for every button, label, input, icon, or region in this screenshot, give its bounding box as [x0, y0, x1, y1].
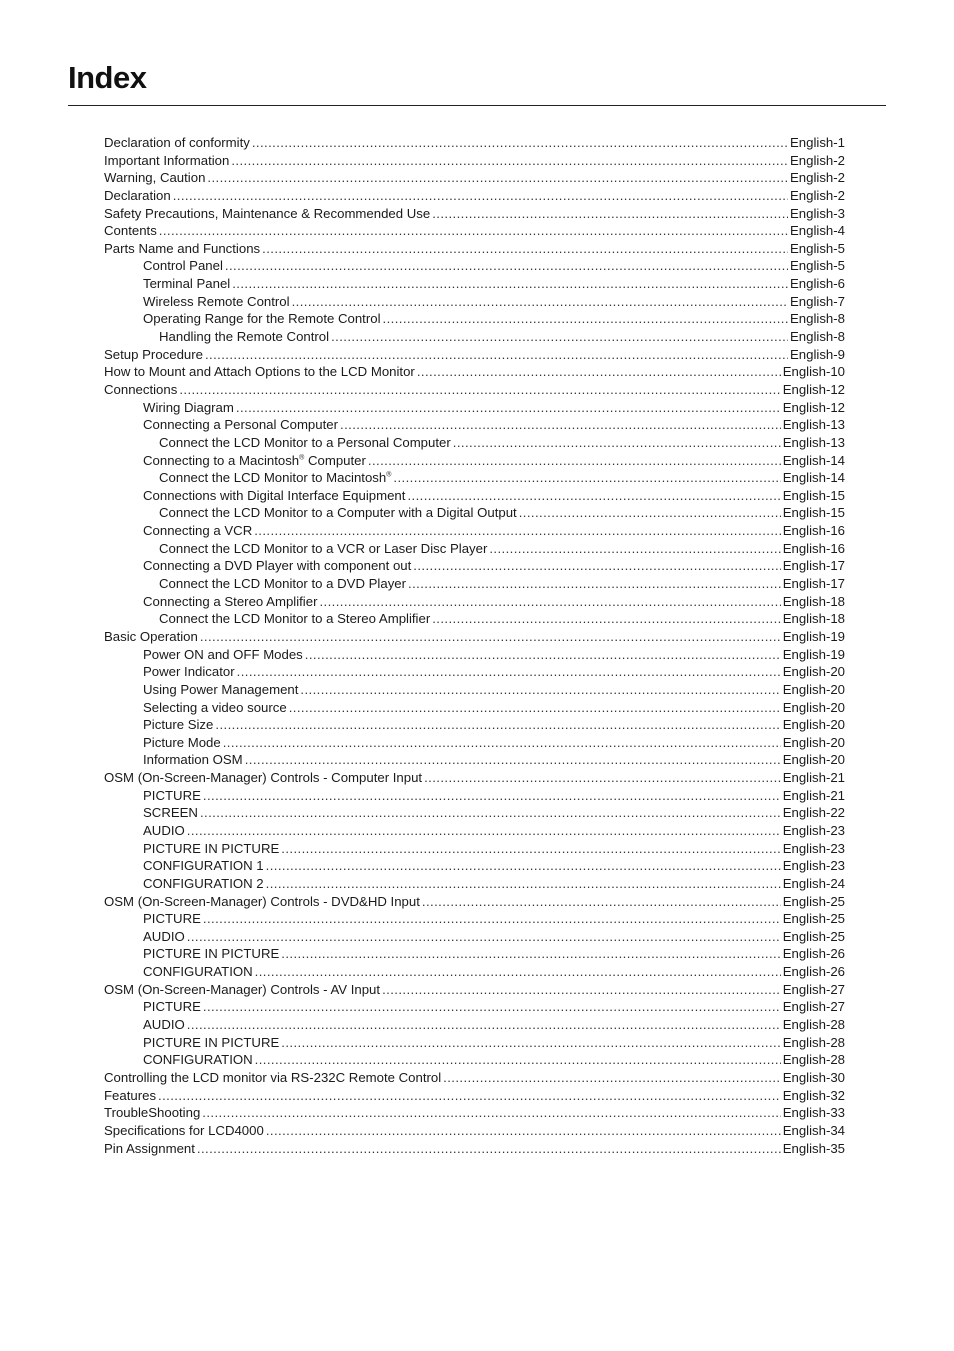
dot-leader — [319, 593, 780, 611]
entry-label-text: Operating Range for the Remote Control — [143, 311, 381, 327]
entry-label — [104, 363, 415, 381]
entry-label-text: Connecting to a Macintosh — [143, 452, 300, 468]
dot-leader — [281, 840, 780, 858]
entry-page-number: English-28 — [782, 1052, 845, 1068]
dot-leader — [383, 310, 789, 328]
entry-label-text: AUDIO — [143, 1017, 185, 1033]
entry-label — [143, 840, 279, 858]
entry-label-text: Connecting a Personal Computer — [143, 417, 338, 433]
entry-page-number: English-13 — [782, 417, 845, 433]
entry-label — [143, 734, 221, 752]
entry-label — [143, 716, 213, 734]
dot-leader — [223, 734, 781, 752]
index-entry — [104, 381, 845, 399]
entry-label-text: Connections with Digital Interface Equipment — [143, 487, 406, 503]
entry-label — [143, 822, 185, 840]
entry-label — [104, 769, 422, 787]
entry-label-text: PICTURE — [143, 911, 201, 927]
entry-page-number: English-6 — [790, 276, 845, 292]
entry-label — [143, 751, 243, 769]
entry-page-number: English-25 — [782, 911, 845, 927]
dot-leader — [382, 981, 781, 999]
entry-label — [143, 963, 253, 981]
entry-page-number: English-19 — [782, 646, 845, 662]
entry-page-number: English-14 — [782, 470, 845, 486]
entry-page-number: English-19 — [782, 628, 845, 644]
entry-page-number: English-10 — [782, 364, 845, 380]
dot-leader — [422, 893, 781, 911]
entry-label-text: Connections — [104, 381, 178, 397]
dot-leader — [289, 699, 781, 717]
entry-label — [143, 998, 201, 1016]
entry-label — [104, 152, 229, 170]
entry-label — [104, 187, 171, 205]
index-entry — [104, 593, 845, 611]
index-entry — [104, 1122, 845, 1140]
dot-leader — [489, 540, 780, 558]
index-entry — [104, 1016, 845, 1034]
index-entry — [104, 187, 845, 205]
dot-leader — [200, 804, 781, 822]
entry-label-text: PICTURE — [143, 787, 201, 803]
entry-page-number: English-21 — [782, 770, 845, 786]
index-entry — [104, 469, 845, 487]
entry-label — [143, 646, 303, 664]
entry-page-number: English-18 — [782, 593, 845, 609]
entry-label — [143, 1034, 279, 1052]
entry-page-number: English-21 — [782, 787, 845, 803]
index-entry — [104, 928, 845, 946]
entry-label — [143, 399, 234, 417]
dot-leader — [237, 663, 781, 681]
dot-leader — [205, 346, 788, 364]
entry-label — [104, 1069, 441, 1087]
entry-page-number: English-8 — [790, 311, 845, 327]
entry-label-text: OSM (On-Screen-Manager) Controls - AV Input — [104, 981, 381, 997]
entry-page-number: English-2 — [790, 170, 845, 186]
dot-leader — [407, 487, 780, 505]
entry-page-number: English-16 — [782, 540, 845, 556]
entry-label-text: Selecting a video source — [143, 699, 287, 715]
index-entry — [104, 699, 845, 717]
entry-label-text: Connect the LCD Monitor to a VCR or Laser Disc Player — [159, 540, 488, 556]
dot-leader — [255, 1051, 781, 1069]
index-entry — [104, 452, 845, 470]
index-entry — [104, 893, 845, 911]
entry-label — [104, 240, 260, 258]
index-entry — [104, 293, 845, 311]
index-entry — [104, 205, 845, 223]
index-entry — [104, 1104, 845, 1122]
dot-leader — [292, 293, 788, 311]
entry-label-text: CONFIGURATION 2 — [143, 875, 264, 891]
entry-label-text: Declaration of conformity — [104, 135, 250, 150]
dot-leader — [432, 205, 788, 223]
entry-label-suffix: Computer — [304, 452, 366, 468]
dot-leader — [443, 1069, 781, 1087]
index-entry — [104, 963, 845, 981]
entry-label — [143, 804, 198, 822]
entry-page-number: English-27 — [782, 999, 845, 1015]
entry-label-text: Pin Assignment — [104, 1140, 195, 1156]
entry-label-text: Features — [104, 1087, 157, 1103]
registered-mark: ® — [299, 454, 305, 462]
entry-label — [159, 328, 329, 346]
entry-label — [104, 1087, 156, 1105]
entry-label — [159, 434, 451, 452]
index-entry — [104, 522, 845, 540]
entry-page-number: English-25 — [782, 893, 845, 909]
entry-label-text: Warning, Caution — [104, 170, 206, 186]
index-entry — [104, 751, 845, 769]
entry-label — [159, 504, 517, 522]
entry-label — [104, 628, 198, 646]
entry-label — [104, 346, 203, 364]
entry-label — [104, 893, 420, 911]
index-entry — [104, 681, 845, 699]
entry-label — [143, 875, 264, 893]
dot-leader — [281, 945, 780, 963]
entry-label — [143, 1016, 185, 1034]
entry-page-number: English-5 — [790, 240, 845, 256]
dot-leader — [187, 822, 781, 840]
entry-page-number: English-20 — [782, 752, 845, 768]
index-entry — [104, 910, 845, 928]
entry-label-text: Picture Size — [143, 717, 214, 733]
dot-leader — [393, 469, 780, 487]
registered-mark: ® — [386, 471, 392, 479]
entry-label-text: Connecting a VCR — [143, 523, 253, 539]
entry-page-number: English-16 — [782, 523, 845, 539]
entry-label — [143, 681, 298, 699]
entry-label — [159, 610, 430, 628]
dot-leader — [417, 363, 781, 381]
entry-label — [104, 169, 205, 187]
index-entry — [104, 416, 845, 434]
entry-label-text: Power ON and OFF Modes — [143, 646, 303, 662]
entry-label-text: CONFIGURATION — [143, 964, 253, 980]
index-entry — [104, 575, 845, 593]
index-entry — [104, 857, 845, 875]
entry-page-number: English-2 — [790, 187, 845, 203]
entry-page-number: English-9 — [790, 346, 845, 362]
dot-leader — [262, 240, 788, 258]
entry-label-text: OSM (On-Screen-Manager) Controls - Computer Input — [104, 770, 423, 786]
entry-page-number: English-2 — [790, 152, 845, 168]
entry-label — [104, 205, 430, 223]
dot-leader — [408, 575, 781, 593]
entry-label-text: CONFIGURATION 1 — [143, 858, 264, 874]
index-entry — [104, 875, 845, 893]
page-title: Index — [68, 60, 147, 95]
entry-label-text: Connect the LCD Monitor to a Personal Computer — [159, 434, 451, 450]
entry-page-number: English-15 — [782, 505, 845, 521]
entry-page-number: English-7 — [790, 293, 845, 309]
entry-label-text: Wiring Diagram — [143, 399, 234, 415]
index-entry — [104, 769, 845, 787]
index-entry — [104, 1140, 845, 1158]
entry-label — [143, 593, 317, 611]
entry-page-number: English-23 — [782, 840, 845, 856]
index-entry — [104, 822, 845, 840]
entry-label-text: AUDIO — [143, 928, 185, 944]
entry-page-number: English-22 — [782, 805, 845, 821]
entry-label-text: PICTURE — [143, 999, 201, 1015]
index-entry — [104, 610, 845, 628]
entry-label-text: Picture Mode — [143, 734, 221, 750]
entry-page-number: English-28 — [782, 1017, 845, 1033]
index-entry — [104, 1034, 845, 1052]
entry-label — [143, 416, 338, 434]
dot-leader — [368, 452, 781, 470]
entry-label-text: Specifications for LCD4000 — [104, 1122, 264, 1138]
index-entry — [104, 1069, 845, 1087]
entry-label-text: PICTURE IN PICTURE — [143, 946, 280, 962]
entry-label — [104, 222, 157, 240]
entry-label-text: Information OSM — [143, 752, 243, 768]
entry-label — [143, 787, 201, 805]
index-entry — [104, 152, 845, 170]
entry-page-number: English-23 — [782, 822, 845, 838]
entry-label — [143, 945, 279, 963]
dot-leader — [159, 222, 788, 240]
entry-page-number: English-20 — [782, 717, 845, 733]
entry-label-text: Connect the LCD Monitor to a Computer with a Digital Output — [159, 505, 517, 521]
entry-page-number: English-26 — [782, 964, 845, 980]
entry-page-number: English-20 — [782, 664, 845, 680]
index-entry — [104, 222, 845, 240]
entry-label-text: Contents — [104, 223, 157, 239]
entry-page-number: English-12 — [782, 399, 845, 415]
dot-leader — [300, 681, 780, 699]
dot-leader — [413, 557, 780, 575]
entry-label-text: PICTURE IN PICTURE — [143, 840, 280, 856]
index-entry — [104, 557, 845, 575]
index-entry — [104, 363, 845, 381]
index-entry — [104, 1087, 845, 1105]
entry-label-text: SCREEN — [143, 805, 198, 821]
entry-label-text: OSM (On-Screen-Manager) Controls - DVD&HD Input — [104, 893, 420, 909]
entry-label — [104, 1122, 264, 1140]
entry-label — [159, 540, 487, 558]
entry-page-number: English-8 — [790, 329, 845, 345]
entry-page-number: English-35 — [782, 1140, 845, 1156]
dot-leader — [453, 434, 781, 452]
entry-label-text: AUDIO — [143, 822, 185, 838]
entry-page-number: English-1 — [790, 135, 845, 150]
entry-label — [104, 1140, 195, 1158]
dot-leader — [236, 399, 781, 417]
entry-label — [143, 1051, 253, 1069]
index-entry — [104, 346, 845, 364]
entry-label — [143, 910, 201, 928]
entry-page-number: English-3 — [790, 205, 845, 221]
dot-leader — [232, 275, 788, 293]
entry-label — [143, 663, 235, 681]
index-entry — [104, 734, 845, 752]
dot-leader — [187, 1016, 781, 1034]
entry-label-text: Terminal Panel — [143, 276, 231, 292]
entry-label-text: Basic Operation — [104, 628, 198, 644]
index-entry — [104, 540, 845, 558]
index-entry — [104, 328, 845, 346]
index-entry — [104, 804, 845, 822]
index-entry — [104, 399, 845, 417]
entry-label-text: Safety Precautions, Maintenance & Recommended Use — [104, 205, 431, 221]
entry-label — [143, 293, 290, 311]
index-entry — [104, 663, 845, 681]
index-entry — [104, 487, 845, 505]
entry-label — [143, 557, 411, 575]
entry-page-number: English-28 — [782, 1034, 845, 1050]
entry-label-text: Using Power Management — [143, 681, 299, 697]
entry-label-text: CONFIGURATION — [143, 1052, 253, 1068]
entry-label-text: Parts Name and Functions — [104, 240, 261, 256]
entry-page-number: English-13 — [782, 434, 845, 450]
dot-leader — [203, 910, 781, 928]
index-entry — [104, 840, 845, 858]
dot-leader — [231, 152, 788, 170]
entry-label-text: Connecting a DVD Player with component out — [143, 558, 412, 574]
dot-leader — [202, 1104, 780, 1122]
dot-leader — [340, 416, 781, 434]
entry-label-text: Wireless Remote Control — [143, 293, 290, 309]
entry-label — [143, 452, 366, 470]
entry-label-text: Declaration — [104, 187, 171, 203]
dot-leader — [207, 169, 788, 187]
index-entry — [104, 310, 845, 328]
entry-page-number: English-25 — [782, 928, 845, 944]
dot-leader — [225, 257, 788, 275]
entry-label-text: Power Indicator — [143, 664, 235, 680]
dot-leader — [432, 610, 780, 628]
dot-leader — [266, 1122, 781, 1140]
index-entry — [104, 1051, 845, 1069]
index-entry — [104, 134, 845, 152]
dot-leader — [158, 1087, 781, 1105]
entry-label — [143, 522, 252, 540]
dot-leader — [254, 522, 780, 540]
index-entry — [104, 628, 845, 646]
entry-page-number: English-33 — [782, 1105, 845, 1121]
dot-leader — [203, 998, 781, 1016]
entry-page-number: English-23 — [782, 858, 845, 874]
entry-label — [104, 981, 380, 999]
index-entry — [104, 981, 845, 999]
dot-leader — [173, 187, 788, 205]
entry-label — [143, 928, 185, 946]
dot-leader — [187, 928, 781, 946]
entry-page-number: English-30 — [782, 1069, 845, 1085]
dot-leader — [200, 628, 781, 646]
entry-label — [104, 381, 177, 399]
dot-leader — [179, 381, 780, 399]
index-entry — [104, 257, 845, 275]
entry-page-number: English-20 — [782, 734, 845, 750]
entry-page-number: English-14 — [782, 452, 845, 468]
dot-leader — [245, 751, 781, 769]
index-entry — [104, 169, 845, 187]
dot-leader — [424, 769, 781, 787]
dot-leader — [331, 328, 788, 346]
entry-label-text: Connect the LCD Monitor to a DVD Player — [159, 576, 407, 592]
index-entry — [104, 504, 845, 522]
index-entry — [104, 240, 845, 258]
index-list — [104, 134, 845, 1157]
entry-label-text: TroubleShooting — [104, 1105, 201, 1121]
entry-label-text: Control Panel — [143, 258, 223, 274]
entry-page-number: English-26 — [782, 946, 845, 962]
entry-label — [143, 257, 223, 275]
index-entry — [104, 716, 845, 734]
entry-page-number: English-17 — [782, 576, 845, 592]
index-entry — [104, 275, 845, 293]
dot-leader — [252, 134, 788, 152]
dot-leader — [215, 716, 780, 734]
entry-page-number: English-4 — [790, 223, 845, 239]
dot-leader — [255, 963, 781, 981]
entry-label — [143, 310, 381, 328]
entry-label-text: Controlling the LCD monitor via RS-232C Remote Control — [104, 1069, 442, 1085]
entry-label — [143, 857, 264, 875]
index-entry — [104, 945, 845, 963]
entry-label-text: Connect the LCD Monitor to Macintosh — [159, 470, 387, 486]
entry-label — [143, 699, 287, 717]
dot-leader — [266, 875, 781, 893]
entry-page-number: English-17 — [782, 558, 845, 574]
entry-page-number: English-15 — [782, 487, 845, 503]
entry-label-text: How to Mount and Attach Options to the LCD Monitor — [104, 364, 415, 380]
entry-page-number: English-20 — [782, 699, 845, 715]
entry-page-number: English-12 — [782, 381, 845, 397]
index-entry — [104, 998, 845, 1016]
index-entry — [104, 787, 845, 805]
entry-label — [104, 1104, 200, 1122]
entry-label-text: Important Information — [104, 152, 230, 168]
entry-label-text: Handling the Remote Control — [159, 329, 330, 345]
entry-label-text: Connect the LCD Monitor to a Stereo Amplifier — [159, 611, 431, 627]
entry-label — [104, 134, 250, 152]
entry-page-number: English-20 — [782, 681, 845, 697]
dot-leader — [203, 787, 781, 805]
dot-leader — [519, 504, 781, 522]
index-entry — [104, 434, 845, 452]
entry-label-text: Connecting a Stereo Amplifier — [143, 593, 318, 609]
entry-label-text: Setup Procedure — [104, 346, 203, 362]
entry-label-text: PICTURE IN PICTURE — [143, 1034, 280, 1050]
dot-leader — [197, 1140, 781, 1158]
entry-page-number: English-5 — [790, 258, 845, 274]
entry-page-number: English-24 — [782, 875, 845, 891]
entry-label — [159, 575, 406, 593]
dot-leader — [266, 857, 781, 875]
entry-page-number: English-34 — [782, 1122, 845, 1138]
entry-label — [143, 487, 405, 505]
entry-page-number: English-32 — [782, 1087, 845, 1103]
entry-page-number: English-18 — [782, 611, 845, 627]
entry-page-number: English-27 — [782, 981, 845, 997]
index-entry — [104, 646, 845, 664]
entry-label — [159, 469, 391, 487]
title-divider — [68, 105, 886, 106]
dot-leader — [305, 646, 781, 664]
entry-label — [143, 275, 230, 293]
dot-leader — [281, 1034, 780, 1052]
